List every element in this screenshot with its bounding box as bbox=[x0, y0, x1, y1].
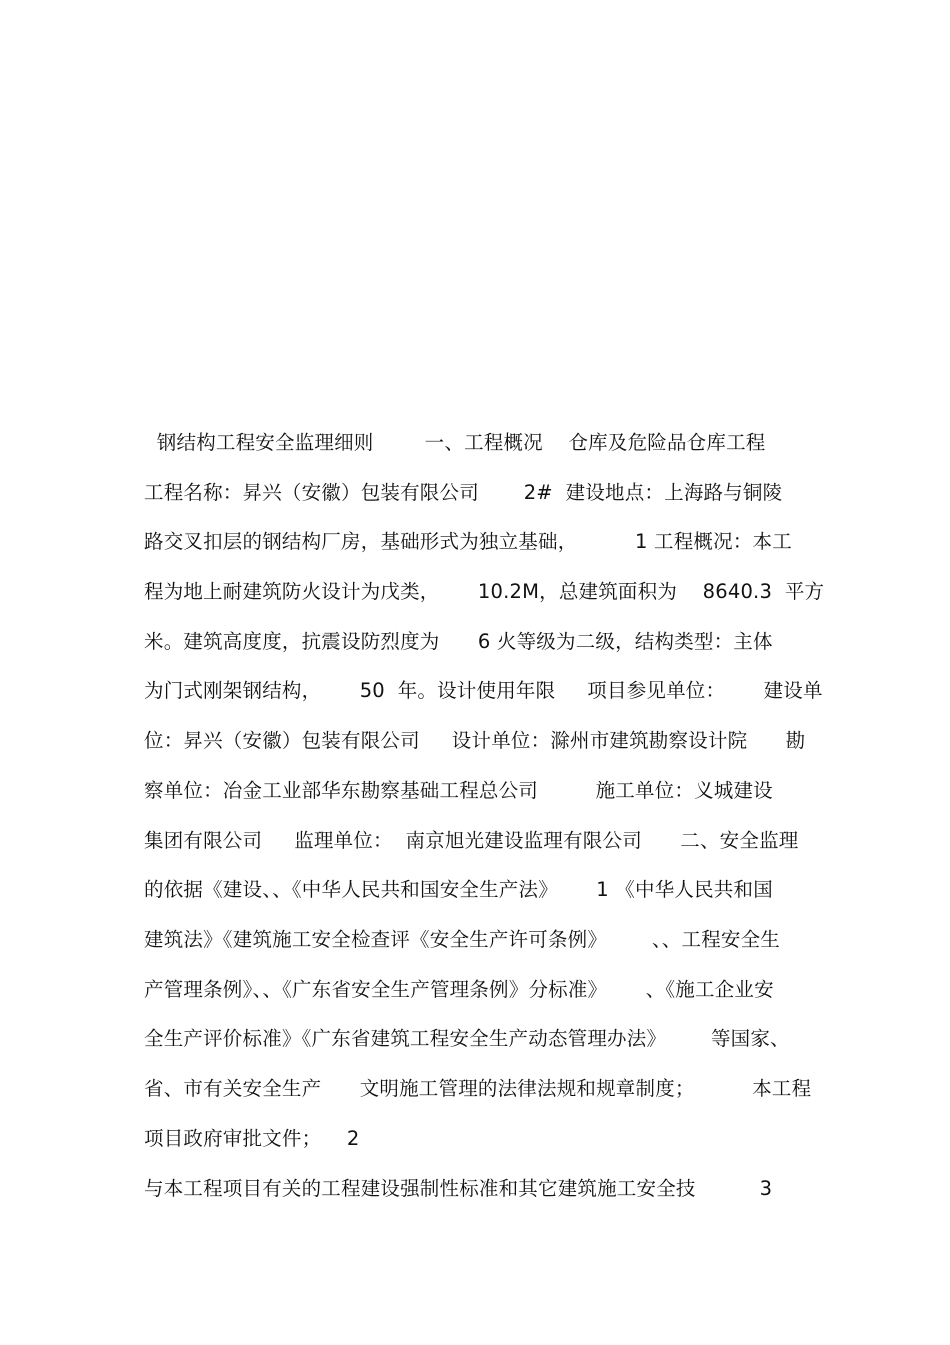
text-line: 位：昇兴（安徽）包装有限公司 设计单位：滁州市建筑勘察设计院 勘 bbox=[144, 729, 806, 752]
text-line: 程为地上耐建筑防火设计为戊类， 10.2M，总建筑面积为 8640.3 平方 bbox=[144, 580, 825, 603]
text-line: 产管理条例》、、《广东省安全生产管理条例》分标准》 、《施工企业安 bbox=[144, 978, 774, 1001]
text-line: 全生产评价标准》《广东省建筑工程安全生产动态管理办法》 等国家、 bbox=[144, 1027, 790, 1050]
text-line: 察单位：冶金工业部华东勘察基础工程总公司 施工单位：义城建设 bbox=[144, 779, 773, 802]
text-line: 建筑法》《建筑施工安全检查评《安全生产许可条例》 、、工程安全生 bbox=[144, 928, 780, 951]
text-line: 为门式刚架钢结构， 50 年。设计使用年限 项目参见单位： 建设单 bbox=[144, 679, 823, 702]
text-line: 省、市有关安全生产 文明施工管理的法律法规和规章制度； 本工程 bbox=[144, 1077, 812, 1100]
text-line: 钢结构工程安全监理细则 一、工程概况 仓库及危险品仓库工程 bbox=[144, 431, 766, 454]
text-line: 项目政府审批文件； 2 bbox=[144, 1127, 360, 1150]
text-line: 路交叉扣层的钢结构厂房，基础形式为独立基础， 1 工程概况：本工 bbox=[144, 530, 792, 553]
text-line: 米。建筑高度度，抗震设防烈度为 6 火等级为二级，结构类型：主体 bbox=[144, 630, 773, 653]
text-line: 工程名称：昇兴（安徽）包装有限公司 2# 建设地点：上海路与铜陵 bbox=[144, 481, 783, 504]
text-line: 与本工程项目有关的工程建设强制性标准和其它建筑施工安全技 3 bbox=[144, 1177, 773, 1200]
text-line: 的依据《建设、、《中华人民共和国安全生产法》 1 《中华人民共和国 bbox=[144, 878, 773, 901]
text-line: 集团有限公司 监理单位： 南京旭光建设监理有限公司 二、安全监理 bbox=[144, 829, 799, 852]
